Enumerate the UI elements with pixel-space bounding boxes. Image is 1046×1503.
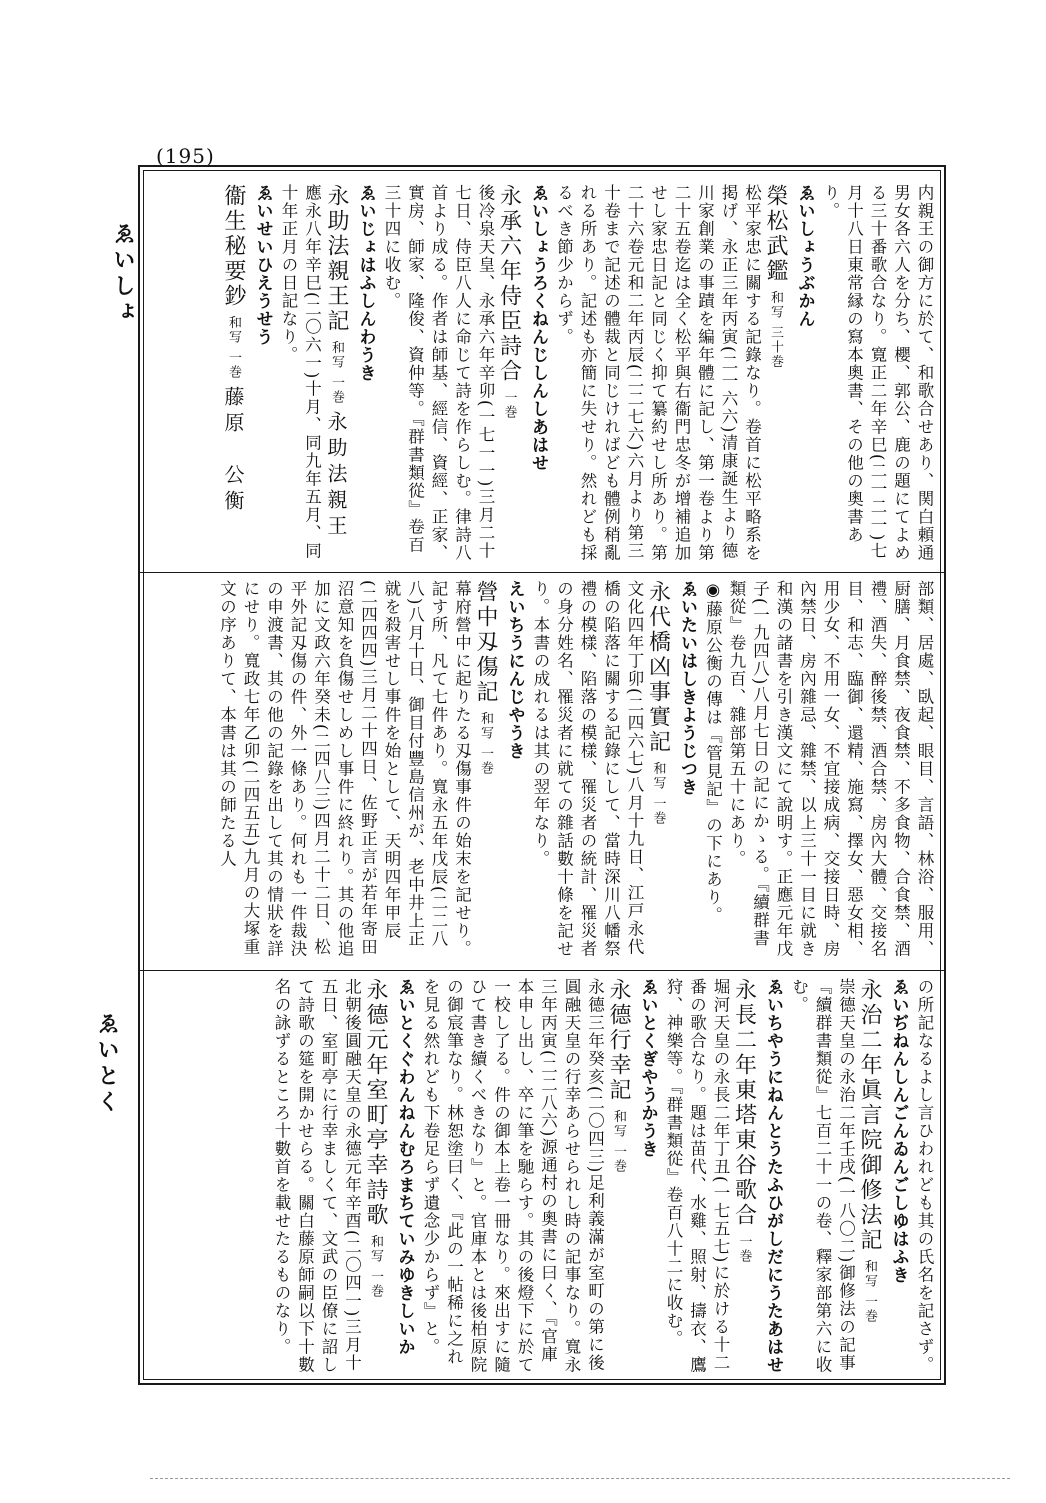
- entry-text: 北朝後圓融天皇の永德元年辛酉(二〇四一)三月十五日、室町亭に行幸ましくて、文武の臣僚に詔して詩歌の筵を開かせらる。關白藤原師嗣以下十數名の詠ずるところ十數首を載せたるものなり。: [272, 978, 362, 1374]
- side-label-bottom: ゑいとく: [94, 1012, 120, 1116]
- entry-reading: ゑいたいはしきようじつき: [677, 580, 697, 796]
- entry-meta: 一巻: [736, 1234, 752, 1264]
- entry-note: ◉藤原公衡の傳は『管見記』の下にあり。: [703, 580, 723, 925]
- entry-title: 永德行幸記: [606, 978, 631, 1103]
- side-label-top: ゑいしょ: [110, 222, 136, 326]
- entry-text: 部類、居處、臥起、眼目、言語、林浴、服用、厨膳、月食禁、夜食禁、不多食物、合食禁、酒禮、酒失、醉後禁、酒合禁、房內大體、交接名目、和志、臨御、還精、施寫、擇女、惡女相、用少女、不用一女、不宜接成病、交接日時、房內禁日、房內雜忌、雜禁、以上三十一目に就き和漢の諸書を引き漢文にて說明す。正應元年戊子(一九四八)八月七日の記にかゝる。『續群書類從』卷九百、雜部第五十にあり。: [727, 580, 934, 958]
- bottom-scan-edge: [150, 1478, 1010, 1479]
- entry-title: 榮松武鑑: [763, 184, 788, 284]
- entry-meta: 和写 一巻: [478, 711, 493, 776]
- entry-title: 永長二年東塔東谷歌合: [731, 978, 757, 1228]
- entry-meta: 一巻: [501, 390, 517, 420]
- entry-author: 永助法親王: [324, 411, 348, 542]
- entry-author: 藤原 公衡: [221, 386, 245, 517]
- entry-meta: 和写 一巻: [368, 1234, 383, 1299]
- entry-meta: 和写 三十巻: [768, 290, 783, 369]
- page-number: (195): [156, 144, 215, 168]
- entry-text: 崇德天皇の永治二年壬戌(一八〇二)御修法の記事『續群書類從』七百二十一の卷、釋家部第六に收む。: [789, 978, 856, 1374]
- entry-text: 内親王の御方に於て、和歌合せあり、関白頼通男女各六人を分ち、櫻、郭公、鹿の題にてよめる三十番歌合なり。寛正二年辛巳(二一二一)七月十八日東常縁の寫本奧書、その他の奧書あり。: [821, 184, 934, 562]
- entry-text: 後冷泉天皇、永承六年辛卯(一七一一)三月二十七日、侍臣八人に命じて詩を作らしむ。律詩八首より成る。作者は師基、經信、資經、正家、實房、師家、隆俊、資仲等。『群書類從』卷百三十四に收む。: [382, 184, 495, 562]
- entry-text: の所記なるよし言ひわれども其の氏名を記さず。: [915, 978, 934, 1374]
- entry-meta: 和写 一巻: [862, 1259, 877, 1324]
- entry-text: 松平家忠に關する記錄なり。卷首に松平略系を掲げ、永正三年丙寅(二一六六)清康誕生より德川家創業の事蹟を編年體に記し、第一卷より第二十五卷迄は全く松平與右衞門忠冬が增補追加せし家忠日記と同じく抑て纂約せし所あり。第二十六卷元和二年丙辰(二二七六)六月より第三十卷まで記述の體裁と同じければども體例稍亂れる所あり。記述も亦簡に失せり。然れども採るべき節少からず。: [554, 184, 762, 562]
- divider-top: [138, 572, 946, 573]
- entry-reading: えいちうにんじやうき: [504, 580, 525, 760]
- entry-text: 幕府營中に起りたる刄傷事件の始末を記せり。記す所、凡て七件あり。寬永五年戊辰(二二八八)八月十日、御目付豐島信州が、老中井上正就を殺害せし事件を始として、天明四年甲辰(二四四四)三月二十四日、佐野正言が若年寄田沼意知を負傷せしめし事件に終れり。其の他追加に文政六年癸未(二四八三)四月二十二日、松平外記刄傷の件、外一條あり。何れも一件裁決の申渡書、其の他の記錄を出して其の情狀を詳にせり。寬政七年乙卯(二四五五)九月の大塚重文の序ありて、本書は其の師たる人: [217, 580, 472, 958]
- section-bottom: [160, 978, 936, 1374]
- entry-reading: ゑいじょはふしんわうき: [355, 184, 376, 382]
- entry-text: 文化四年丁卯(二四六七)八月十九日、江戸永代橋の陷落に關する記錄にして、當時深川八幡祭禮の模樣、陷落の模樣、罹災者の統計、罹災者の身分姓名、罹災者に就ての雜話數十條を記せり。本書の成れるは其の翌年なり。: [531, 580, 644, 958]
- entry-title: 營中刄傷記: [473, 580, 498, 705]
- entry-title: 永德元年室町亭幸詩歌: [363, 978, 388, 1228]
- entry-text: 堀河天皇の永長二年丁丑(一七五七)に於ける十二番の歌合なり。題は苗代、水雞、照射、擣衣、鷹狩、神樂等。『群書類從』卷百八十二に收む。: [664, 978, 730, 1374]
- entry-reading: ゑいしょうろくねんじしんしあはせ: [528, 184, 548, 472]
- entry-title: 永助法親王記: [324, 184, 349, 334]
- entry-reading: ゑいしょうぶかん: [794, 184, 815, 328]
- section-middle: [160, 580, 936, 964]
- entry-title: 衞生秘要鈔: [221, 184, 246, 309]
- entry-meta: 和写 一巻: [226, 315, 241, 380]
- entry-text: 永德三年癸亥(二〇四三)足利義滿が室町の第に後圓融天皇の行幸あらせられし時の記事なり。寬永三年丙寅(二二八六)源通村の奧書に曰く、『官庫本申し出し、卒に筆を馳らす。其の後燈下に於て一校し了る。件の御本上卷一冊なり。來出すに隨ひて書き續くべきなり』と。官庫本とは後柏原院の御宸筆なり。林恕塗曰く、『此の一帖稀に之れを見る然れども下卷足らず遺念少からず』と。: [421, 978, 605, 1374]
- entry-title: 永承六年侍臣詩合: [496, 184, 522, 384]
- entry-reading: ゑいちやうにねんとうたふひがしだにうたあはせ: [763, 978, 783, 1374]
- entry-meta: 和写 一巻: [611, 1109, 626, 1174]
- entry-title: 永治二年眞言院御修法記: [857, 978, 882, 1253]
- entry-reading: ゑいとくぎやうかうき: [637, 978, 658, 1158]
- entry-meta: 和写 一巻: [329, 340, 344, 405]
- entry-reading: ゑいせいひえうせう: [252, 184, 273, 346]
- entry-reading: ゑいとくぐわんねんむろまちていみゆきしいか: [394, 978, 415, 1356]
- entry-text: 應永八年辛巳(二〇六一)十月、同九年五月、同十年正月の日記なり。: [279, 184, 322, 560]
- entry-title: 永代橋凶事實記: [645, 580, 671, 755]
- entry-meta: 和写 一巻: [650, 761, 666, 826]
- entry-reading: ゑいぢねんしんごんゐんごしゆはふき: [888, 978, 909, 1284]
- divider-bottom: [138, 970, 946, 971]
- section-top: [160, 184, 936, 566]
